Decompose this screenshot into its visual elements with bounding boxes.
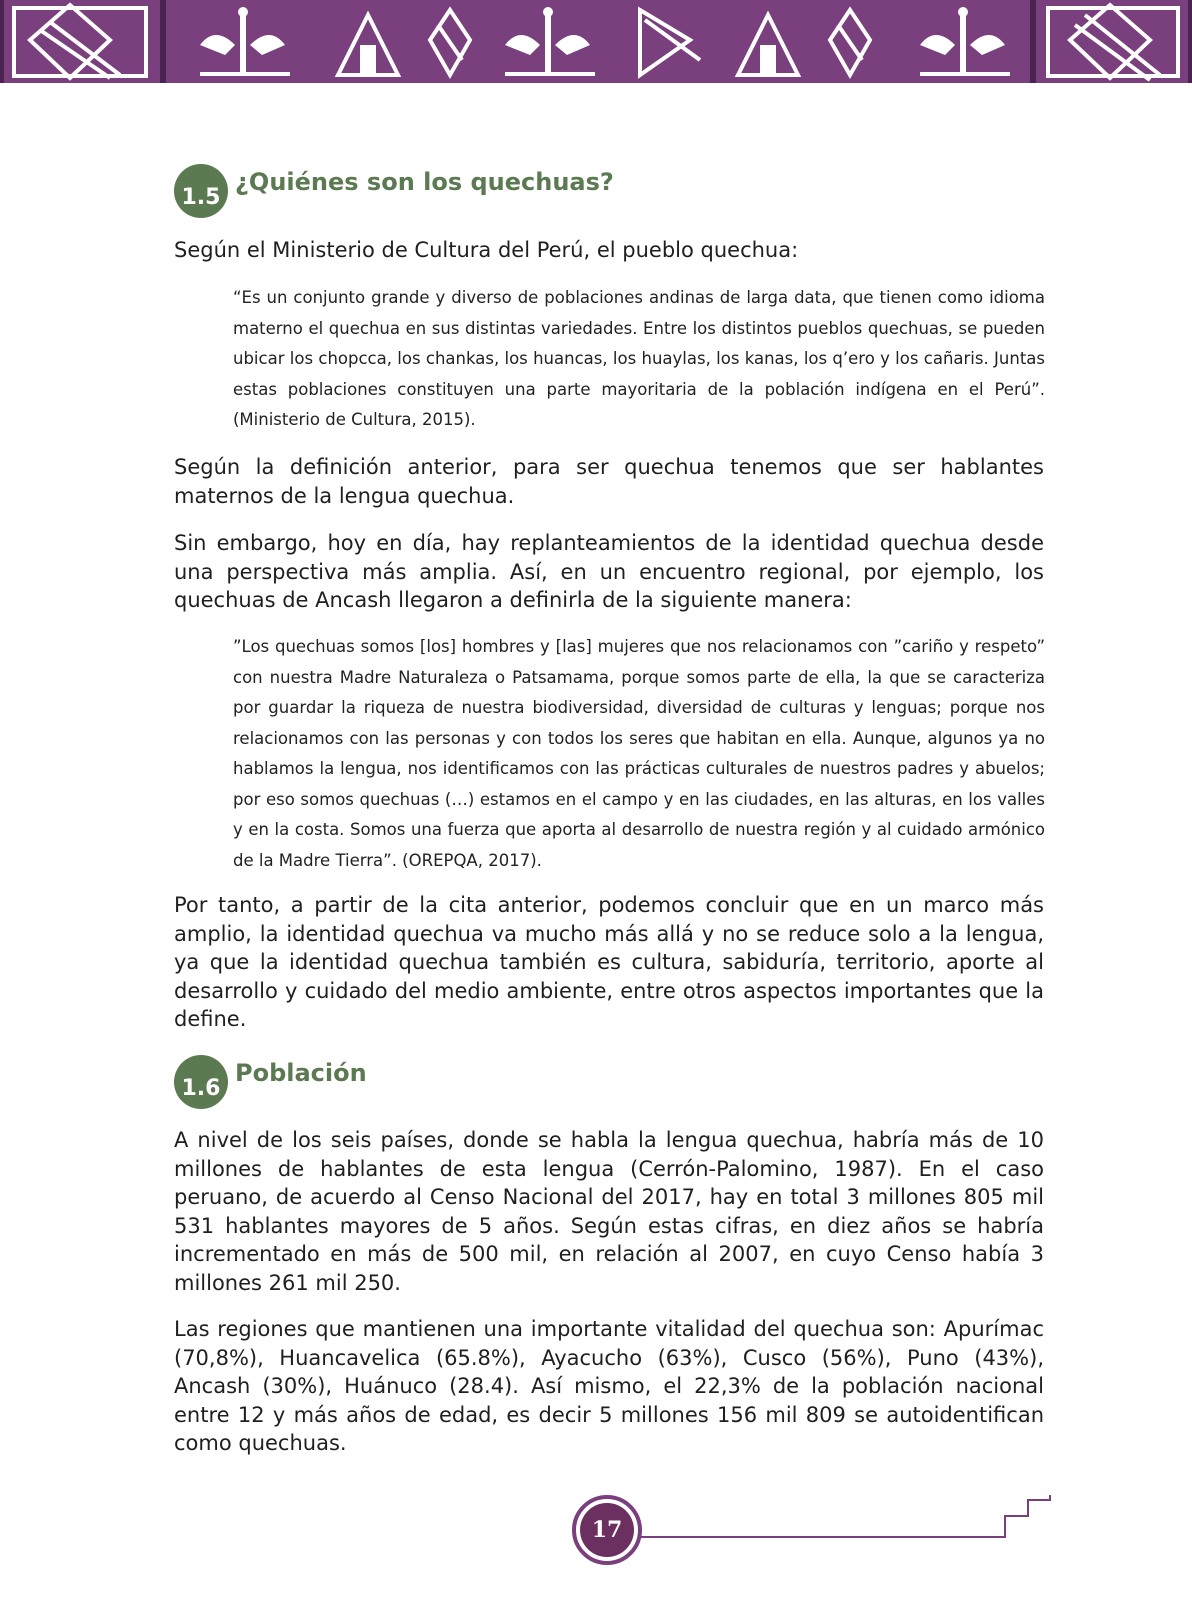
section-number-badge: 1.5 <box>174 164 228 218</box>
paragraph-replanteamientos: Sin embargo, hoy en día, hay replanteamientos de la identidad quechua desde una perspectiva más amplia. Así, en un encuentro regional, por ejemplo, los quechuas de Ancash llegaron a definirla de la siguiente manera: <box>174 531 1044 612</box>
paragraph-poblacion: A nivel de los seis países, donde se habla la lengua quechua, habría más de 10 millones de hablantes de esta lengua (Cerrón-Palomino, 1987). En el caso peruano, de acuerdo al Censo Nacional del 2017, hay en total 3 millones 805 mil 531 hablantes mayores de 5 años. Según estas cifras, en diez años se habría incrementado en más de 500 mil, en relación al 2007, en cuyo Censo había 3 millones 261 mil 250. <box>174 1128 1044 1295</box>
decorative-banner <box>0 0 1192 83</box>
quote-orepqa: ”Los quechuas somos [los] hombres y [las] mujeres que nos relacionamos con ”cariño y respeto” con nuestra Madre Naturaleza o Patsamama, porque somos parte de ella, la que se caracteriza por guardar la riqueza de nuestra biodiversidad, diversidad de culturas y lenguas; porque nos relacionamos con las personas y con todos los seres que habitan en ella. Aunque, algunos ya no hablamos la lengua, nos identificamos con las prácticas culturales de nuestros padres y abuelos; por eso somos quechuas (…) estamos en el campo y en las ciudades, en las alturas, en los valles y en la costa. Somos una fuerza que aporta al desarrollo de nuestra región y al cuidado armónico de la Madre Tierra”. (OREPQA, 2017). <box>233 637 1045 870</box>
quote-ministerio: “Es un conjunto grande y diverso de poblaciones andinas de larga data, que tienen como idioma materno el quechua en sus distintas variedades. Entre los distintos pueblos quechuas, se pueden ubicar los chopcca, los chankas, los huancas, los huaylas, los kanas, los q’ero y los cañaris. Juntas estas poblaciones constituyen una parte mayoritaria de la población indígena en el Perú”. (Ministerio de Cultura, 2015). <box>233 288 1045 429</box>
paragraph-regiones: Las regiones que mantienen una importante vitalidad del quechua son: Apurímac (70,8%), Huancavelica (65.8%), Ayacucho (63%), Cusco (56%), Puno (43%), Ancash (30%), Huánuco (28.4). Así mismo, el 22,3% de la población nacional entre 12 y más años de edad, es decir 5 millones 156 mil 809 se autoidentifican como quechuas. <box>174 1317 1044 1455</box>
paragraph-conclusion: Por tanto, a partir de la cita anterior, podemos concluir que en un marco más amplio, la identidad quechua va mucho más allá y no se reduce solo a la lengua, ya que la identidad quechua también es cultura, sabiduría, territorio, aporte al desarrollo y cuidado del medio ambiente, entre otros aspectos importantes que la define. <box>174 893 1044 1031</box>
section-heading-1-5 <box>174 164 614 218</box>
section-number-badge: 1.6 <box>174 1055 228 1109</box>
section-title: ¿Quiénes son los quechuas? <box>235 168 614 196</box>
paragraph-intro: Según el Ministerio de Cultura del Perú, el pueblo quechua: <box>174 238 799 262</box>
paragraph-definition: Según la definición anterior, para ser quechua tenemos que ser hablantes maternos de la lengua quechua. <box>174 455 1044 508</box>
section-title: Población <box>235 1059 367 1087</box>
section-heading-1-6 <box>174 1055 367 1109</box>
page-number: 17 <box>591 1517 623 1543</box>
